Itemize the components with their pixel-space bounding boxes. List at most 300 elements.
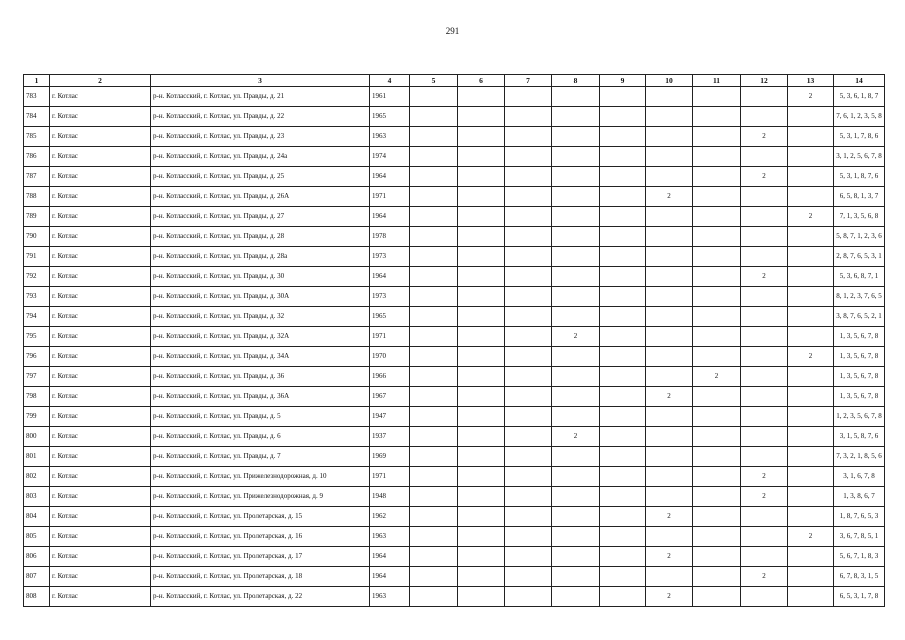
city-cell: г. Котлас — [50, 247, 151, 267]
table-row — [24, 107, 885, 127]
year-cell: 1937 — [370, 427, 410, 447]
mark-cell-12: 2 — [741, 567, 788, 587]
table-row — [24, 207, 885, 227]
address-cell: р-н. Котласский, г. Котлас, ул. Правды, д. 26А — [151, 187, 370, 207]
mark-cell-7 — [505, 287, 552, 307]
mark-cell-8 — [552, 487, 600, 507]
mark-cell-12 — [741, 307, 788, 327]
table-row — [24, 347, 885, 367]
mark-cell-5 — [410, 147, 458, 167]
table-row — [24, 507, 885, 527]
mark-cell-11 — [693, 307, 741, 327]
year-cell: 1964 — [370, 567, 410, 587]
city-cell: г. Котлас — [50, 587, 151, 607]
city-cell: г. Котлас — [50, 307, 151, 327]
address-cell: р-н. Котласский, г. Котлас, ул. Правды, д. 34А — [151, 347, 370, 367]
table-row — [24, 87, 885, 107]
sequence-cell: 6, 7, 8, 3, 1, 5 — [834, 567, 885, 587]
mark-cell-8 — [552, 187, 600, 207]
mark-cell-5 — [410, 287, 458, 307]
mark-cell-12: 2 — [741, 167, 788, 187]
mark-cell-7 — [505, 387, 552, 407]
mark-cell-13 — [788, 487, 834, 507]
mark-cell-7 — [505, 147, 552, 167]
mark-cell-12 — [741, 327, 788, 347]
mark-cell-7 — [505, 547, 552, 567]
address-cell: р-н. Котласский, г. Котлас, ул. Правды, д. 25 — [151, 167, 370, 187]
city-cell: г. Котлас — [50, 367, 151, 387]
mark-cell-6 — [458, 287, 505, 307]
mark-cell-8 — [552, 207, 600, 227]
sequence-cell: 8, 1, 2, 3, 7, 6, 5 — [834, 287, 885, 307]
mark-cell-7 — [505, 247, 552, 267]
year-cell: 1973 — [370, 287, 410, 307]
city-cell: г. Котлас — [50, 507, 151, 527]
row-number-cell: 797 — [24, 367, 50, 387]
sequence-cell: 5, 3, 6, 1, 8, 7 — [834, 87, 885, 107]
city-cell: г. Котлас — [50, 347, 151, 367]
mark-cell-7 — [505, 187, 552, 207]
mark-cell-10 — [646, 367, 693, 387]
column-header-10: 10 — [646, 75, 693, 87]
mark-cell-5 — [410, 87, 458, 107]
column-header-8: 8 — [552, 75, 600, 87]
mark-cell-7 — [505, 367, 552, 387]
mark-cell-8 — [552, 407, 600, 427]
table-row — [24, 367, 885, 387]
mark-cell-5 — [410, 507, 458, 527]
mark-cell-8 — [552, 347, 600, 367]
year-cell: 1965 — [370, 107, 410, 127]
address-cell: р-н. Котласский, г. Котлас, ул. Правды, д. 23 — [151, 127, 370, 147]
mark-cell-13 — [788, 547, 834, 567]
column-header-4: 4 — [370, 75, 410, 87]
mark-cell-5 — [410, 247, 458, 267]
mark-cell-9 — [600, 507, 646, 527]
mark-cell-10 — [646, 527, 693, 547]
mark-cell-9 — [600, 87, 646, 107]
year-cell: 1964 — [370, 267, 410, 287]
table-row — [24, 307, 885, 327]
row-number-cell: 787 — [24, 167, 50, 187]
page-number: 291 — [445, 26, 460, 36]
column-header-9: 9 — [600, 75, 646, 87]
address-cell: р-н. Котласский, г. Котлас, ул. Правды, д. 30А — [151, 287, 370, 307]
mark-cell-5 — [410, 167, 458, 187]
mark-cell-13 — [788, 287, 834, 307]
mark-cell-10 — [646, 307, 693, 327]
table-row — [24, 227, 885, 247]
row-number-cell: 801 — [24, 447, 50, 467]
mark-cell-10 — [646, 287, 693, 307]
mark-cell-13 — [788, 367, 834, 387]
sequence-cell: 2, 8, 7, 6, 5, 3, 1 — [834, 247, 885, 267]
mark-cell-8 — [552, 387, 600, 407]
mark-cell-11 — [693, 227, 741, 247]
address-cell: р-н. Котласский, г. Котлас, ул. Правды, д. 36 — [151, 367, 370, 387]
mark-cell-11 — [693, 267, 741, 287]
mark-cell-12 — [741, 207, 788, 227]
mark-cell-9 — [600, 387, 646, 407]
mark-cell-12 — [741, 247, 788, 267]
mark-cell-13 — [788, 127, 834, 147]
mark-cell-7 — [505, 227, 552, 247]
city-cell: г. Котлас — [50, 147, 151, 167]
year-cell: 1966 — [370, 367, 410, 387]
mark-cell-6 — [458, 147, 505, 167]
mark-cell-11 — [693, 107, 741, 127]
mark-cell-9 — [600, 327, 646, 347]
mark-cell-11 — [693, 547, 741, 567]
mark-cell-11 — [693, 527, 741, 547]
mark-cell-6 — [458, 427, 505, 447]
mark-cell-9 — [600, 207, 646, 227]
mark-cell-6 — [458, 87, 505, 107]
sequence-cell: 3, 1, 2, 5, 6, 7, 8 — [834, 147, 885, 167]
year-cell: 1969 — [370, 447, 410, 467]
mark-cell-13 — [788, 247, 834, 267]
year-cell: 1971 — [370, 187, 410, 207]
mark-cell-7 — [505, 307, 552, 327]
sequence-cell: 3, 1, 6, 7, 8 — [834, 467, 885, 487]
mark-cell-13: 2 — [788, 527, 834, 547]
mark-cell-6 — [458, 107, 505, 127]
city-cell: г. Котлас — [50, 487, 151, 507]
mark-cell-7 — [505, 467, 552, 487]
mark-cell-10 — [646, 347, 693, 367]
mark-cell-10 — [646, 447, 693, 467]
mark-cell-12 — [741, 187, 788, 207]
city-cell: г. Котлас — [50, 187, 151, 207]
mark-cell-9 — [600, 147, 646, 167]
mark-cell-5 — [410, 407, 458, 427]
mark-cell-10 — [646, 87, 693, 107]
mark-cell-13 — [788, 407, 834, 427]
mark-cell-10 — [646, 227, 693, 247]
year-cell: 1948 — [370, 487, 410, 507]
mark-cell-5 — [410, 227, 458, 247]
mark-cell-10 — [646, 567, 693, 587]
sequence-cell: 6, 5, 8, 1, 3, 7 — [834, 187, 885, 207]
city-cell: г. Котлас — [50, 107, 151, 127]
table-row — [24, 487, 885, 507]
mark-cell-9 — [600, 307, 646, 327]
mark-cell-8 — [552, 127, 600, 147]
sequence-cell: 1, 3, 8, 6, 7 — [834, 487, 885, 507]
address-cell: р-н. Котласский, г. Котлас, ул. Правды, д. 5 — [151, 407, 370, 427]
year-cell: 1978 — [370, 227, 410, 247]
mark-cell-5 — [410, 527, 458, 547]
mark-cell-12 — [741, 547, 788, 567]
mark-cell-6 — [458, 367, 505, 387]
mark-cell-9 — [600, 107, 646, 127]
address-cell: р-н. Котласский, г. Котлас, ул. Правды, д. 28а — [151, 247, 370, 267]
mark-cell-12 — [741, 147, 788, 167]
table-row — [24, 427, 885, 447]
mark-cell-7 — [505, 167, 552, 187]
mark-cell-12 — [741, 347, 788, 367]
mark-cell-6 — [458, 567, 505, 587]
year-cell: 1965 — [370, 307, 410, 327]
city-cell: г. Котлас — [50, 407, 151, 427]
mark-cell-6 — [458, 267, 505, 287]
table-row — [24, 387, 885, 407]
mark-cell-5 — [410, 487, 458, 507]
mark-cell-7 — [505, 507, 552, 527]
mark-cell-13 — [788, 147, 834, 167]
mark-cell-9 — [600, 367, 646, 387]
mark-cell-6 — [458, 547, 505, 567]
row-number-cell: 788 — [24, 187, 50, 207]
row-number-cell: 808 — [24, 587, 50, 607]
mark-cell-11 — [693, 287, 741, 307]
row-number-cell: 791 — [24, 247, 50, 267]
table-row — [24, 467, 885, 487]
row-number-cell: 783 — [24, 87, 50, 107]
table-row — [24, 587, 885, 607]
mark-cell-13 — [788, 327, 834, 347]
mark-cell-6 — [458, 407, 505, 427]
mark-cell-8 — [552, 87, 600, 107]
mark-cell-5 — [410, 567, 458, 587]
row-number-cell: 789 — [24, 207, 50, 227]
mark-cell-12 — [741, 587, 788, 607]
year-cell: 1974 — [370, 147, 410, 167]
row-number-cell: 796 — [24, 347, 50, 367]
mark-cell-6 — [458, 167, 505, 187]
column-header-13: 13 — [788, 75, 834, 87]
year-cell: 1967 — [370, 387, 410, 407]
mark-cell-11 — [693, 247, 741, 267]
mark-cell-6 — [458, 507, 505, 527]
table-row — [24, 327, 885, 347]
mark-cell-6 — [458, 447, 505, 467]
mark-cell-11 — [693, 387, 741, 407]
mark-cell-5 — [410, 447, 458, 467]
year-cell: 1973 — [370, 247, 410, 267]
mark-cell-11 — [693, 87, 741, 107]
mark-cell-5 — [410, 547, 458, 567]
address-cell: р-н. Котласский, г. Котлас, ул. Правды, д. 36А — [151, 387, 370, 407]
mark-cell-12 — [741, 227, 788, 247]
mark-cell-11 — [693, 587, 741, 607]
row-number-cell: 803 — [24, 487, 50, 507]
mark-cell-11 — [693, 467, 741, 487]
mark-cell-12: 2 — [741, 127, 788, 147]
row-number-cell: 790 — [24, 227, 50, 247]
sequence-cell: 1, 3, 5, 6, 7, 8 — [834, 387, 885, 407]
mark-cell-13 — [788, 567, 834, 587]
city-cell: г. Котлас — [50, 387, 151, 407]
mark-cell-6 — [458, 587, 505, 607]
mark-cell-6 — [458, 307, 505, 327]
row-number-cell: 794 — [24, 307, 50, 327]
sequence-cell: 1, 8, 7, 6, 5, 3 — [834, 507, 885, 527]
mark-cell-13: 2 — [788, 347, 834, 367]
mark-cell-13 — [788, 467, 834, 487]
year-cell: 1963 — [370, 127, 410, 147]
mark-cell-11 — [693, 507, 741, 527]
address-cell: р-н. Котласский, г. Котлас, ул. Прижелезнодорожная, д. 9 — [151, 487, 370, 507]
mark-cell-6 — [458, 387, 505, 407]
table-row — [24, 547, 885, 567]
mark-cell-12: 2 — [741, 487, 788, 507]
mark-cell-7 — [505, 107, 552, 127]
mark-cell-7 — [505, 427, 552, 447]
city-cell: г. Котлас — [50, 267, 151, 287]
address-cell: р-н. Котласский, г. Котлас, ул. Правды, д. 22 — [151, 107, 370, 127]
mark-cell-8 — [552, 247, 600, 267]
sequence-cell: 6, 5, 3, 1, 7, 8 — [834, 587, 885, 607]
mark-cell-11 — [693, 487, 741, 507]
row-number-cell: 799 — [24, 407, 50, 427]
mark-cell-10 — [646, 167, 693, 187]
mark-cell-6 — [458, 127, 505, 147]
sequence-cell: 7, 6, 1, 2, 3, 5, 8 — [834, 107, 885, 127]
row-number-cell: 804 — [24, 507, 50, 527]
mark-cell-10: 2 — [646, 587, 693, 607]
sequence-cell: 5, 3, 1, 7, 8, 6 — [834, 127, 885, 147]
mark-cell-11 — [693, 447, 741, 467]
mark-cell-5 — [410, 187, 458, 207]
mark-cell-10 — [646, 127, 693, 147]
sequence-cell: 3, 8, 7, 6, 5, 2, 1 — [834, 307, 885, 327]
sequence-cell: 3, 6, 7, 8, 5, 1 — [834, 527, 885, 547]
mark-cell-8 — [552, 167, 600, 187]
mark-cell-5 — [410, 467, 458, 487]
row-number-cell: 806 — [24, 547, 50, 567]
mark-cell-5 — [410, 267, 458, 287]
mark-cell-9 — [600, 127, 646, 147]
mark-cell-10 — [646, 267, 693, 287]
address-cell: р-н. Котласский, г. Котлас, ул. Пролетарская, д. 15 — [151, 507, 370, 527]
mark-cell-7 — [505, 347, 552, 367]
table-row — [24, 527, 885, 547]
mark-cell-8 — [552, 447, 600, 467]
column-header-7: 7 — [505, 75, 552, 87]
column-header-3: 3 — [151, 75, 370, 87]
mark-cell-10 — [646, 407, 693, 427]
mark-cell-12: 2 — [741, 267, 788, 287]
sequence-cell: 5, 3, 6, 8, 7, 1 — [834, 267, 885, 287]
row-number-cell: 807 — [24, 567, 50, 587]
mark-cell-5 — [410, 587, 458, 607]
table-row — [24, 287, 885, 307]
year-cell: 1964 — [370, 207, 410, 227]
mark-cell-7 — [505, 87, 552, 107]
mark-cell-9 — [600, 547, 646, 567]
mark-cell-13 — [788, 387, 834, 407]
sequence-cell: 5, 8, 7, 1, 2, 3, 6 — [834, 227, 885, 247]
sequence-cell: 7, 3, 2, 1, 8, 5, 6 — [834, 447, 885, 467]
table-row — [24, 267, 885, 287]
city-cell: г. Котлас — [50, 87, 151, 107]
mark-cell-9 — [600, 347, 646, 367]
row-number-cell: 800 — [24, 427, 50, 447]
mark-cell-13 — [788, 427, 834, 447]
mark-cell-5 — [410, 327, 458, 347]
mark-cell-8 — [552, 547, 600, 567]
mark-cell-7 — [505, 407, 552, 427]
address-cell: р-н. Котласский, г. Котлас, ул. Пролетарская, д. 17 — [151, 547, 370, 567]
mark-cell-13 — [788, 167, 834, 187]
mark-cell-5 — [410, 427, 458, 447]
mark-cell-6 — [458, 227, 505, 247]
mark-cell-9 — [600, 287, 646, 307]
city-cell: г. Котлас — [50, 287, 151, 307]
mark-cell-11 — [693, 347, 741, 367]
mark-cell-13 — [788, 307, 834, 327]
mark-cell-13 — [788, 267, 834, 287]
sequence-cell: 1, 3, 5, 6, 7, 8 — [834, 367, 885, 387]
mark-cell-11 — [693, 207, 741, 227]
header-row — [24, 75, 885, 87]
mark-cell-5 — [410, 307, 458, 327]
register-table — [23, 74, 885, 607]
mark-cell-10: 2 — [646, 547, 693, 567]
address-cell: р-н. Котласский, г. Котлас, ул. Пролетарская, д. 22 — [151, 587, 370, 607]
mark-cell-12 — [741, 287, 788, 307]
mark-cell-9 — [600, 467, 646, 487]
mark-cell-11 — [693, 127, 741, 147]
table-row — [24, 247, 885, 267]
year-cell: 1964 — [370, 167, 410, 187]
mark-cell-10 — [646, 107, 693, 127]
table-row — [24, 567, 885, 587]
year-cell: 1971 — [370, 467, 410, 487]
mark-cell-8 — [552, 567, 600, 587]
mark-cell-9 — [600, 427, 646, 447]
city-cell: г. Котлас — [50, 567, 151, 587]
mark-cell-9 — [600, 407, 646, 427]
mark-cell-10 — [646, 207, 693, 227]
city-cell: г. Котлас — [50, 447, 151, 467]
address-cell: р-н. Котласский, г. Котлас, ул. Правды, д. 28 — [151, 227, 370, 247]
mark-cell-6 — [458, 527, 505, 547]
mark-cell-7 — [505, 487, 552, 507]
address-cell: р-н. Котласский, г. Котлас, ул. Правды, д. 7 — [151, 447, 370, 467]
register-body — [24, 87, 885, 607]
year-cell: 1963 — [370, 587, 410, 607]
mark-cell-6 — [458, 247, 505, 267]
mark-cell-13 — [788, 507, 834, 527]
column-header-1: 1 — [24, 75, 50, 87]
mark-cell-10: 2 — [646, 507, 693, 527]
mark-cell-7 — [505, 567, 552, 587]
mark-cell-12 — [741, 527, 788, 547]
row-number-cell: 795 — [24, 327, 50, 347]
column-header-6: 6 — [458, 75, 505, 87]
sequence-cell: 1, 2, 3, 5, 6, 7, 8 — [834, 407, 885, 427]
mark-cell-13 — [788, 107, 834, 127]
sequence-cell: 5, 3, 1, 8, 7, 6 — [834, 167, 885, 187]
mark-cell-8: 2 — [552, 427, 600, 447]
mark-cell-9 — [600, 587, 646, 607]
mark-cell-8 — [552, 227, 600, 247]
address-cell: р-н. Котласский, г. Котлас, ул. Правды, д. 6 — [151, 427, 370, 447]
mark-cell-6 — [458, 327, 505, 347]
row-number-cell: 784 — [24, 107, 50, 127]
table-row — [24, 187, 885, 207]
address-cell: р-н. Котласский, г. Котлас, ул. Пролетарская, д. 18 — [151, 567, 370, 587]
city-cell: г. Котлас — [50, 207, 151, 227]
table-row — [24, 147, 885, 167]
mark-cell-8 — [552, 527, 600, 547]
mark-cell-12 — [741, 87, 788, 107]
mark-cell-5 — [410, 207, 458, 227]
mark-cell-12 — [741, 407, 788, 427]
sequence-cell: 1, 3, 5, 6, 7, 8 — [834, 347, 885, 367]
